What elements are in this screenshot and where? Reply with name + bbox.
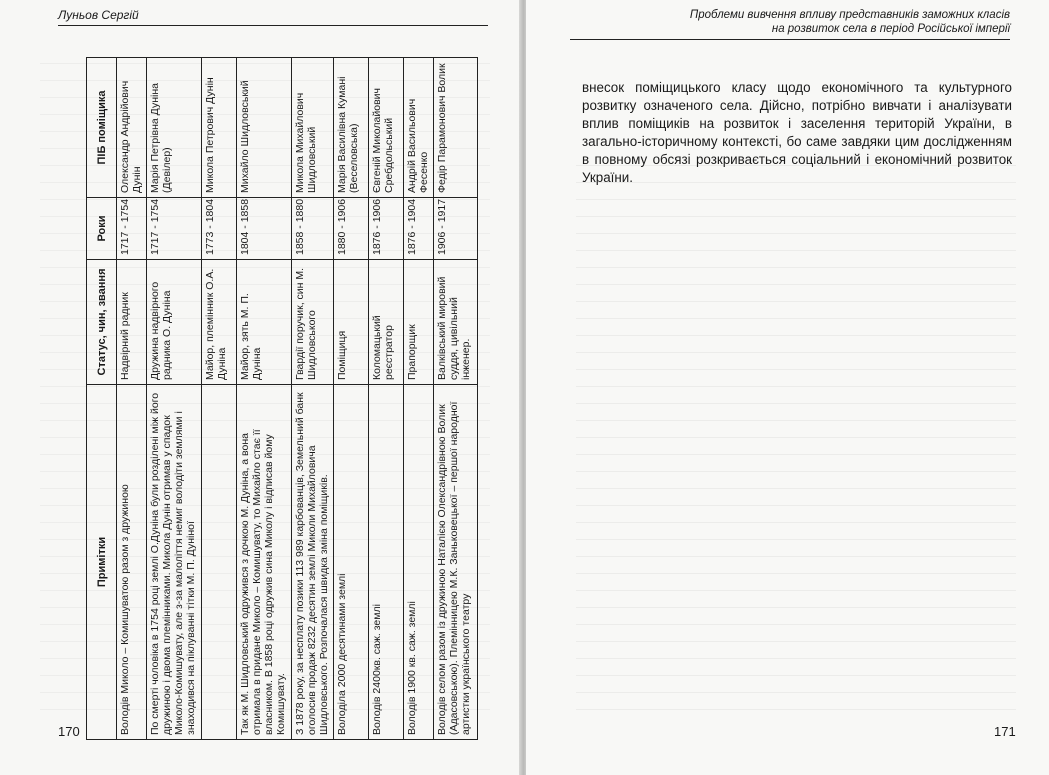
cell-notes: Так як М. Шидловський одружився з дочкою М. Дуніна, а вона отримала в придане Миколо – Комишувату, то Михайло стає її власником. В 1858 році одружив сина Миколу і відписав йому Комишувату. [236, 385, 291, 740]
cell-status: Гвардії поручик, син М. Шидловського [291, 260, 333, 385]
cell-notes: По смерті чоловіка в 1754 році землі О.Дуніна були розділені між його дружиною і двома племінниками. Микола Дунін отримав у спадок Миколо-Комишувату, але з-за малоліття немиг володіти землями і знаходився на піклуванні тітки М. П. Дуніної [146, 385, 201, 740]
cell-status: Майор, племінник О.А. Дуніна [201, 260, 236, 385]
cell-name: Михайло Шидловський [236, 58, 291, 198]
column-header-years: Роки [87, 198, 117, 260]
header-title-line-1: Проблеми вивчення впливу представників заможних класів [689, 9, 1010, 21]
right-page [526, 0, 1049, 775]
running-header-author: Луньов Сергій [58, 8, 488, 26]
cell-name: Андрій Васильович Фесенко [404, 58, 434, 198]
cell-name: Микола Михайлович Шидловський [291, 58, 333, 198]
cell-years: 1717 - 1754 [146, 198, 201, 260]
cell-status: Майор, зять М. П. Дуніна [236, 260, 291, 385]
table-row [236, 58, 291, 740]
cell-notes: Володіла 2000 десятинами землі [334, 385, 369, 740]
running-header-title [570, 8, 1010, 40]
column-header-status: Статус, чин, звання [87, 260, 117, 385]
cell-notes: Володів селом разом із дружиною Наталією Олександрівною Волик (Адасовською). Племінницею М.К. Заньковецької – першої народної артистки українського театру [434, 385, 478, 740]
cell-years: 1876 - 1906 [369, 198, 404, 260]
header-title-line-2: на розвиток села в період Російської імперії [771, 23, 1010, 35]
table-row [201, 58, 236, 740]
bleed-through-texture [576, 150, 1016, 710]
cell-years: 1804 - 1858 [236, 198, 291, 260]
column-header-notes: Примітки [87, 385, 117, 740]
table-row [434, 58, 478, 740]
cell-name: Марія Петрівна Дуніна (Девілер) [146, 58, 201, 198]
cell-status: Коломацький реєстратор [369, 260, 404, 385]
cell-notes: З 1878 року, за несплату позики 113 989 карбованців, Земельний банк оголосив продаж 8232 десятин землі Миколи Михайловича Шидловського. Розпочалася швидка зміна поміщиків. [291, 385, 333, 740]
table-row [146, 58, 201, 740]
cell-name: Олександр Андрійович Дунін [117, 58, 147, 198]
page-number-left: 170 [58, 724, 80, 739]
cell-notes: Володів 1900 кв. саж. землі [404, 385, 434, 740]
cell-name: Микола Петрович Дунін [201, 58, 236, 198]
cell-years: 1717 - 1754 [117, 198, 147, 260]
cell-years: 1906 - 1917 [434, 198, 478, 260]
column-header-name: ПІБ поміщика [87, 58, 117, 198]
cell-years: 1876 - 1904 [404, 198, 434, 260]
table-row [404, 58, 434, 740]
cell-name: Марія Василівна Кумані (Веселовська) [334, 58, 369, 198]
table-row [334, 58, 369, 740]
left-page [0, 0, 521, 775]
landowners-table-container [86, 58, 478, 740]
cell-status: Дружина надвірного радника О. Дуніна [146, 260, 201, 385]
cell-notes: Володів Миколо – Комишуватою разом з дружиною [117, 385, 147, 740]
cell-status: Надвірний радник [117, 260, 147, 385]
cell-name: Федір Парамонович Волик [434, 58, 478, 198]
cell-status: Прапорщик [404, 260, 434, 385]
landowners-table [86, 57, 478, 740]
cell-notes: Володів 2400кв. саж. землі [369, 385, 404, 740]
body-paragraph: внесок поміщицького класу щодо економічного та культурного розвитку означеного села. Дійсно, потрібно вивчати і аналізувати вплив поміщиків на розвиток і заселення територій України, в загально-історичному контексті, бо саме завдяки цим дослідженням в повному обсязі розкривається соціальний і економічний розвиток України. [582, 80, 1012, 186]
cell-years: 1773 - 1804 [201, 198, 236, 260]
cell-notes [201, 385, 236, 740]
cell-status: Поміщиця [334, 260, 369, 385]
cell-name: Євгеній Миколайович Сребдольський [369, 58, 404, 198]
cell-years: 1858 - 1880 [291, 198, 333, 260]
table-row [291, 58, 333, 740]
table-row [117, 58, 147, 740]
page-number-right: 171 [994, 724, 1016, 739]
table-row [369, 58, 404, 740]
cell-status: Валківський мировий суддя, цивільний інженер. [434, 260, 478, 385]
cell-years: 1880 - 1906 [334, 198, 369, 260]
